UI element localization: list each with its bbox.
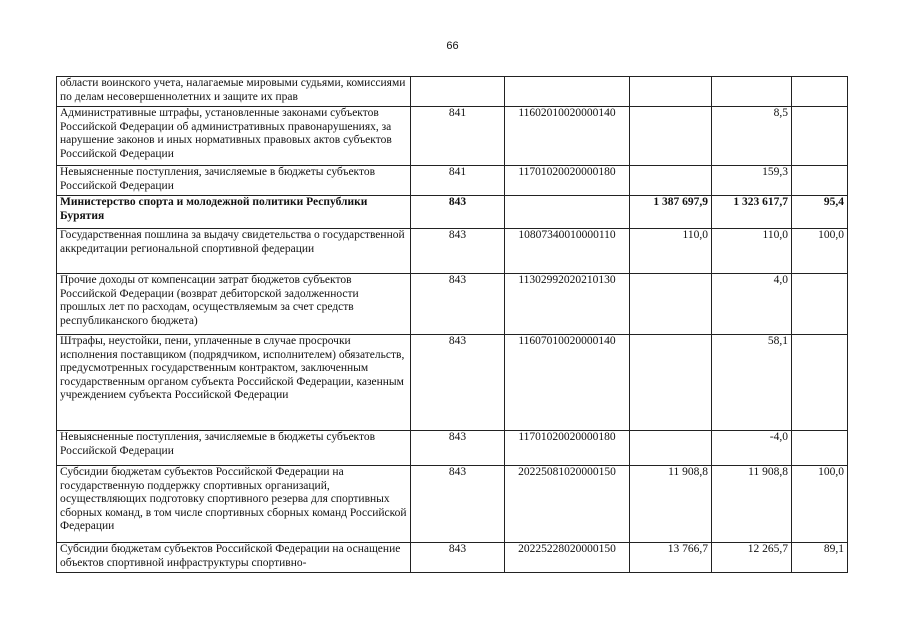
table-row xyxy=(57,274,848,335)
admin-code-cell: 843 xyxy=(411,229,505,274)
actual-amount-cell: 4,0 xyxy=(712,274,792,335)
actual-amount-cell xyxy=(712,77,792,107)
budget-code-cell: 11607010020000140 xyxy=(505,335,630,431)
table-row xyxy=(57,107,848,166)
execution-percent-cell: 100,0 xyxy=(792,229,848,274)
planned-amount-cell: 110,0 xyxy=(630,229,712,274)
budget-code-cell: 20225081020000150 xyxy=(505,466,630,543)
income-name-cell: Министерство спорта и молодежной политики Республики Бурятия xyxy=(57,196,411,229)
admin-code-cell: 843 xyxy=(411,431,505,466)
table-row xyxy=(57,77,848,107)
planned-amount-cell: 1 387 697,9 xyxy=(630,196,712,229)
planned-amount-cell xyxy=(630,274,712,335)
budget-code-cell: 20225228020000150 xyxy=(505,543,630,573)
budget-code-cell: 11701020020000180 xyxy=(505,431,630,466)
income-name-cell: области воинского учета, налагаемые мировыми судьями, комиссиями по делам несовершеннолетних и защите их прав xyxy=(57,77,411,107)
execution-percent-cell xyxy=(792,335,848,431)
execution-percent-cell: 100,0 xyxy=(792,466,848,543)
table-row xyxy=(57,431,848,466)
planned-amount-cell: 13 766,7 xyxy=(630,543,712,573)
income-name-cell: Административные штрафы, установленные законами субъектов Российской Федерации об административных правонарушениях, за нарушение законов и иных нормативных правовых актов субъектов Российской Федерации xyxy=(57,107,411,166)
execution-percent-cell xyxy=(792,77,848,107)
actual-amount-cell: 110,0 xyxy=(712,229,792,274)
execution-percent-cell xyxy=(792,274,848,335)
income-name-cell: Невыясненные поступления, зачисляемые в бюджеты субъектов Российской Федерации xyxy=(57,431,411,466)
table-row xyxy=(57,166,848,196)
income-name-cell: Государственная пошлина за выдачу свидетельства о государственной аккредитации региональной спортивной федерации xyxy=(57,229,411,274)
admin-code-cell: 841 xyxy=(411,107,505,166)
actual-amount-cell: 12 265,7 xyxy=(712,543,792,573)
actual-amount-cell: 8,5 xyxy=(712,107,792,166)
admin-code-cell: 843 xyxy=(411,274,505,335)
execution-percent-cell xyxy=(792,107,848,166)
actual-amount-cell: 1 323 617,7 xyxy=(712,196,792,229)
planned-amount-cell: 11 908,8 xyxy=(630,466,712,543)
income-name-cell: Прочие доходы от компенсации затрат бюджетов субъектов Российской Федерации (возврат дебиторской задолженности прошлых лет по расходам, осуществляемым за счет средств республиканского бюджета) xyxy=(57,274,411,335)
revenue-table xyxy=(56,76,848,573)
budget-code-cell xyxy=(505,196,630,229)
admin-code-cell: 841 xyxy=(411,166,505,196)
admin-code-cell: 843 xyxy=(411,196,505,229)
admin-code-cell: 843 xyxy=(411,543,505,573)
execution-percent-cell: 95,4 xyxy=(792,196,848,229)
planned-amount-cell xyxy=(630,77,712,107)
execution-percent-cell xyxy=(792,431,848,466)
budget-code-cell: 10807340010000110 xyxy=(505,229,630,274)
budget-code-cell: 11602010020000140 xyxy=(505,107,630,166)
income-name-cell: Невыясненные поступления, зачисляемые в бюджеты субъектов Российской Федерации xyxy=(57,166,411,196)
actual-amount-cell: 58,1 xyxy=(712,335,792,431)
planned-amount-cell xyxy=(630,335,712,431)
page-number: 66 xyxy=(446,40,459,52)
execution-percent-cell xyxy=(792,166,848,196)
actual-amount-cell: 11 908,8 xyxy=(712,466,792,543)
table-row xyxy=(57,229,848,274)
actual-amount-cell: -4,0 xyxy=(712,431,792,466)
planned-amount-cell xyxy=(630,166,712,196)
table-row xyxy=(57,196,848,229)
admin-code-cell: 843 xyxy=(411,466,505,543)
execution-percent-cell: 89,1 xyxy=(792,543,848,573)
budget-code-cell xyxy=(505,77,630,107)
table-row xyxy=(57,335,848,431)
table-row xyxy=(57,543,848,573)
actual-amount-cell: 159,3 xyxy=(712,166,792,196)
planned-amount-cell xyxy=(630,431,712,466)
income-name-cell: Субсидии бюджетам субъектов Российской Федерации на государственную поддержку спортивных организаций, осуществляющих подготовку спортивного резерва для спортивных сборных команд, в том числе спортивных сборных команд Российской Федерации xyxy=(57,466,411,543)
admin-code-cell: 843 xyxy=(411,335,505,431)
budget-code-cell: 11701020020000180 xyxy=(505,166,630,196)
budget-code-cell: 11302992020210130 xyxy=(505,274,630,335)
income-name-cell: Штрафы, неустойки, пени, уплаченные в случае просрочки исполнения поставщиком (подрядчиком, исполнителем) обязательств, предусмотренных государственным контрактом, заключенным государственным органом субъекта Российской Федерации, казенным учреждением субъекта Российской Федерации xyxy=(57,335,411,431)
table-row xyxy=(57,466,848,543)
income-name-cell: Субсидии бюджетам субъектов Российской Федерации на оснащение объектов спортивной инфраструктуры спортивно- xyxy=(57,543,411,573)
admin-code-cell xyxy=(411,77,505,107)
planned-amount-cell xyxy=(630,107,712,166)
